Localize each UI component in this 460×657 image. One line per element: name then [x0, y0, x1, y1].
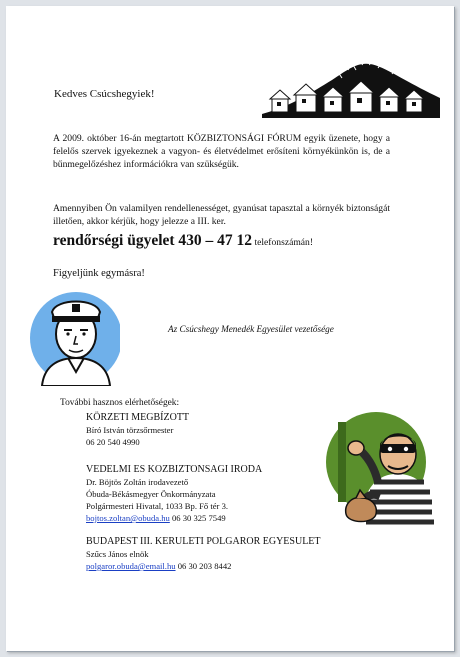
contact-title: VEDELMI ES KOZBIZTONSAGI IRODA [86, 464, 263, 475]
contact-email-row [86, 512, 262, 524]
paragraph-report: Amennyiben Ön valamilyen rendellenességet, gyanúsat tapasztal a környék biztonságát illetően, akkor kérjük, hogy jelezze a III. ker. [53, 203, 390, 227]
contact-email-row [86, 560, 321, 572]
contact-line: Polgármesteri Hivatal, 1033 Bp. Fő tér 3. [86, 501, 229, 511]
contact-phone: 06 30 325 7549 [169, 513, 226, 523]
contact-block-security-office [86, 464, 262, 524]
paragraph-forum: A 2009. október 16-án megtartott KÖZBIZTONSÁGI FÓRUM egyik üzenete, hogy a felelős szervek igyekeznek a vagyon- és életvédelmet erősíteni környékünkön is, de a bűnmegelőzéshez információkra van szükségük. [53, 133, 390, 170]
signature: Az Csúcshegy Menedék Egyesület vezetősége [168, 324, 334, 334]
contact-block-district-officer [86, 412, 189, 448]
email-link[interactable]: polgaror.obuda@email.hu [86, 561, 176, 571]
burglar-icon [324, 392, 448, 526]
closing-line: Figyeljünk egymásra! [53, 268, 145, 279]
hotline-number: rendőrségi ügyelet 430 – 47 12 [53, 232, 253, 249]
contact-title: KÖRZETI MEGBÍZOTT [86, 412, 190, 423]
police-officer-icon [28, 282, 120, 386]
contact-phone: 06 30 203 8442 [175, 561, 232, 571]
contact-line: Szűcs János elnök [86, 549, 149, 559]
hotline-suffix: telefonszámán! [252, 237, 314, 248]
hill-village-icon [262, 54, 440, 118]
email-link[interactable]: bojtos.zoltan@obuda.hu [86, 513, 170, 523]
greeting: Kedves Csúcshegyiek! [54, 88, 155, 100]
hotline-line [53, 232, 413, 250]
contact-line: Dr. Böjtös Zoltán irodavezető [86, 477, 189, 487]
contact-title: BUDAPEST III. KERULETI POLGAROR EGYESULET [86, 536, 321, 547]
contact-phone: 06 20 540 4990 [86, 437, 140, 447]
letter-page [6, 6, 454, 651]
contacts-intro: További hasznos elérhetőségek: [60, 398, 180, 408]
contact-block-civil-guard [86, 536, 321, 572]
contact-line: Óbuda-Békásmegyer Önkormányzata [86, 489, 216, 499]
contact-line: Bíró István törzsőrmester [86, 425, 174, 435]
